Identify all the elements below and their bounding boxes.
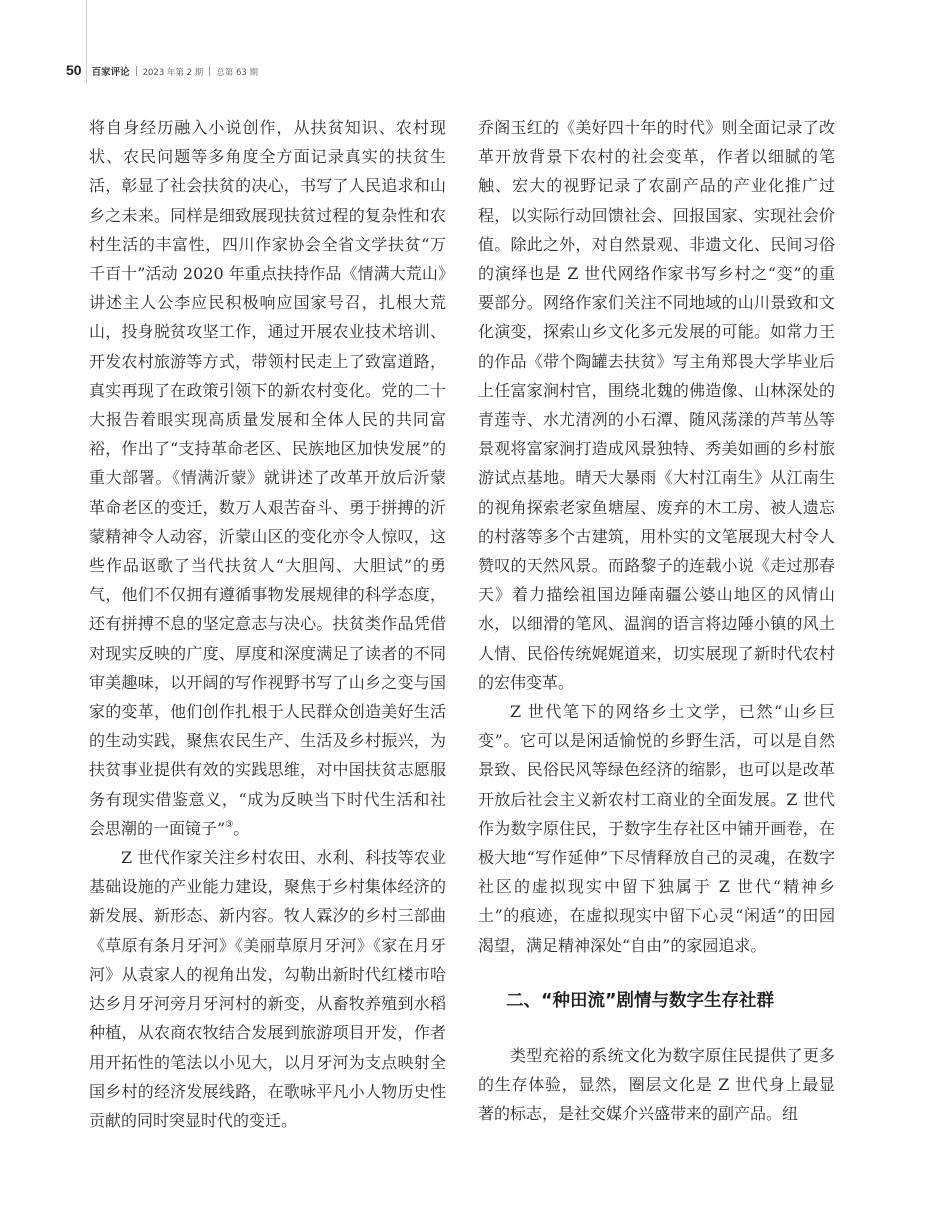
- right-column: [478, 113, 835, 1129]
- header-divider: [209, 66, 210, 76]
- footnote-marker: ③: [225, 819, 234, 830]
- issue-info: 2023 年第 2 期: [142, 68, 204, 78]
- paragraph-text: 将自身经历融入小说创作，从扶贫知识、农村现状、农民问题等多角度全方面记录真实的扶贫生活，彰显了社会扶贫的决心，书写了人民追求和山乡之未来。同样是细致展现扶贫过程的复杂性和农村生活的丰富性，四川作家协会全省文学扶贫“万千百十”活动 2020 年重点扶持作品《情满大荒山》讲述主人公李应民积极响应国家号召，扎根大荒山，投身脱贫攻坚工作，通过开展农业技术培训、开发农村旅游等方式，带领村民走上了致富道路，真实再现了在政策引领下的新农村变化。党的二十大报告着眼实现高质量发展和全体人民的共同富裕，作出了“支持革命老区、民族地区加快发展”的重大部署。《情满沂蒙》就讲述了改革开放后沂蒙革命老区的变迁，数万人艰苦奋斗、勇于拼搏的沂蒙精神令人动容，沂蒙山区的变化亦令人惊叹，这些作品讴歌了当代扶贫人“大胆闯、大胆试”的勇气，他们不仅拥有遵循事物发展规律的科学态度，还有拼搏不息的坚定意志与决心。扶贫类作品凭借对现实反映的广度、厚度和深度满足了读者的不同审美趣味，以开阔的写作视野书写了山乡之变与国家的变革，他们创作扎根于人民群众创造美好生活的生动实践，聚焦农民生产、生活及乡村振兴，为扶贫事业提供有效的实践思维，对中国扶贫志愿服务有现实借鉴意义，“成为反映当下时代生活和社会思潮的一面镜子”: [89, 118, 446, 838]
- paragraph-end: 。: [233, 818, 250, 838]
- paragraph: 乔阁玉红的《美好四十年的时代》则全面记录了改革开放背景下农村的社会变革，作者以细腻的笔触、宏大的视野记录了农副产品的产业化推广过程，以实际行动回馈社会、回报国家、实现社会价值。除此之外，对自然景观、非遗文化、民间习俗的演绎也是 Z 世代网络作家书写乡村之“变”的重要部分。网络作家们关注不同地域的山川景致和文化演变，探索山乡文化多元发展的可能。如常力王的作品《带个陶罐去扶贫》写主角郑畏大学毕业后上任富家涧村官，围绕北魏的佛造像、山林深处的青莲寺、水尤清冽的小石潭、随风荡漾的芦苇丛等景观将富家涧打造成风景独特、秀美如画的乡村旅游试点基地。晴天大暴雨《大村江南生》从江南生的视角探索老家鱼塘屋、废弃的木工房、被人遗忘的村落等多个古建筑，用朴实的文笔展现大村令人赞叹的天然风景。而路黎子的连载小说《走过那春天》着力描绘祖国边陲南疆公婆山地区的风情山水，以细滑的笔风、温润的语言将边陲小镇的风土人情、民俗传统娓娓道来，切实展现了新时代农村的宏伟变革。: [478, 118, 835, 692]
- paragraph: 类型充裕的系统文化为数字原住民提供了更多的生存体验，显然，圈层文化是 Z 世代身上最显著的标志，是社交媒介兴盛带来的副产品。纽: [478, 1045, 835, 1124]
- paragraph: [89, 113, 446, 843]
- header-divider: [136, 66, 137, 76]
- section-heading: 二、“种田流”剧情与数字生存社群: [506, 990, 775, 1011]
- total-issue: 总第 63 期: [216, 68, 258, 78]
- journal-name: 百家评论: [91, 67, 130, 78]
- left-column: [89, 113, 446, 1135]
- paragraph: Z 世代笔下的网络乡土文学，已然“山乡巨变”。它可以是闲适愉悦的乡野生活，可以是自然景致、民俗民风等绿色经济的缩影，也可以是改革开放后社会主义新农村工商业的全面发展。Z 世代作为数字原住民，于数字生存社区中铺开画卷，在极大地“写作延伸”下尽情释放自己的灵魂，在数字社区的虚拟现实中留下独属于 Z 世代“精神乡土”的痕迹，在虚拟现实中留下心灵“闲适”的田园渴望，满足精神深处“自由”的家园追求。: [478, 702, 835, 955]
- page-header: [66, 62, 258, 82]
- page-number: 50: [66, 62, 82, 78]
- paragraph: Z 世代作家关注乡村农田、水利、科技等农业基础设施的产业能力建设，聚焦于乡村集体经济的新发展、新形态、新内容。牧人霖汐的乡村三部曲《草原有条月牙河》《美丽草原月牙河》《家在月牙河》从袁家人的视角出发，勾勒出新时代红楼市哈达乡月牙河旁月牙河村的新变，从畜牧养殖到水稻种植，从农商农牧结合发展到旅游项目开发，作者用开拓性的笔法以小见大，以月牙河为支点映射全国乡村的经济发展线路，在歌咏平凡小人物历史性贡献的同时突显时代的变迁。: [89, 848, 446, 1130]
